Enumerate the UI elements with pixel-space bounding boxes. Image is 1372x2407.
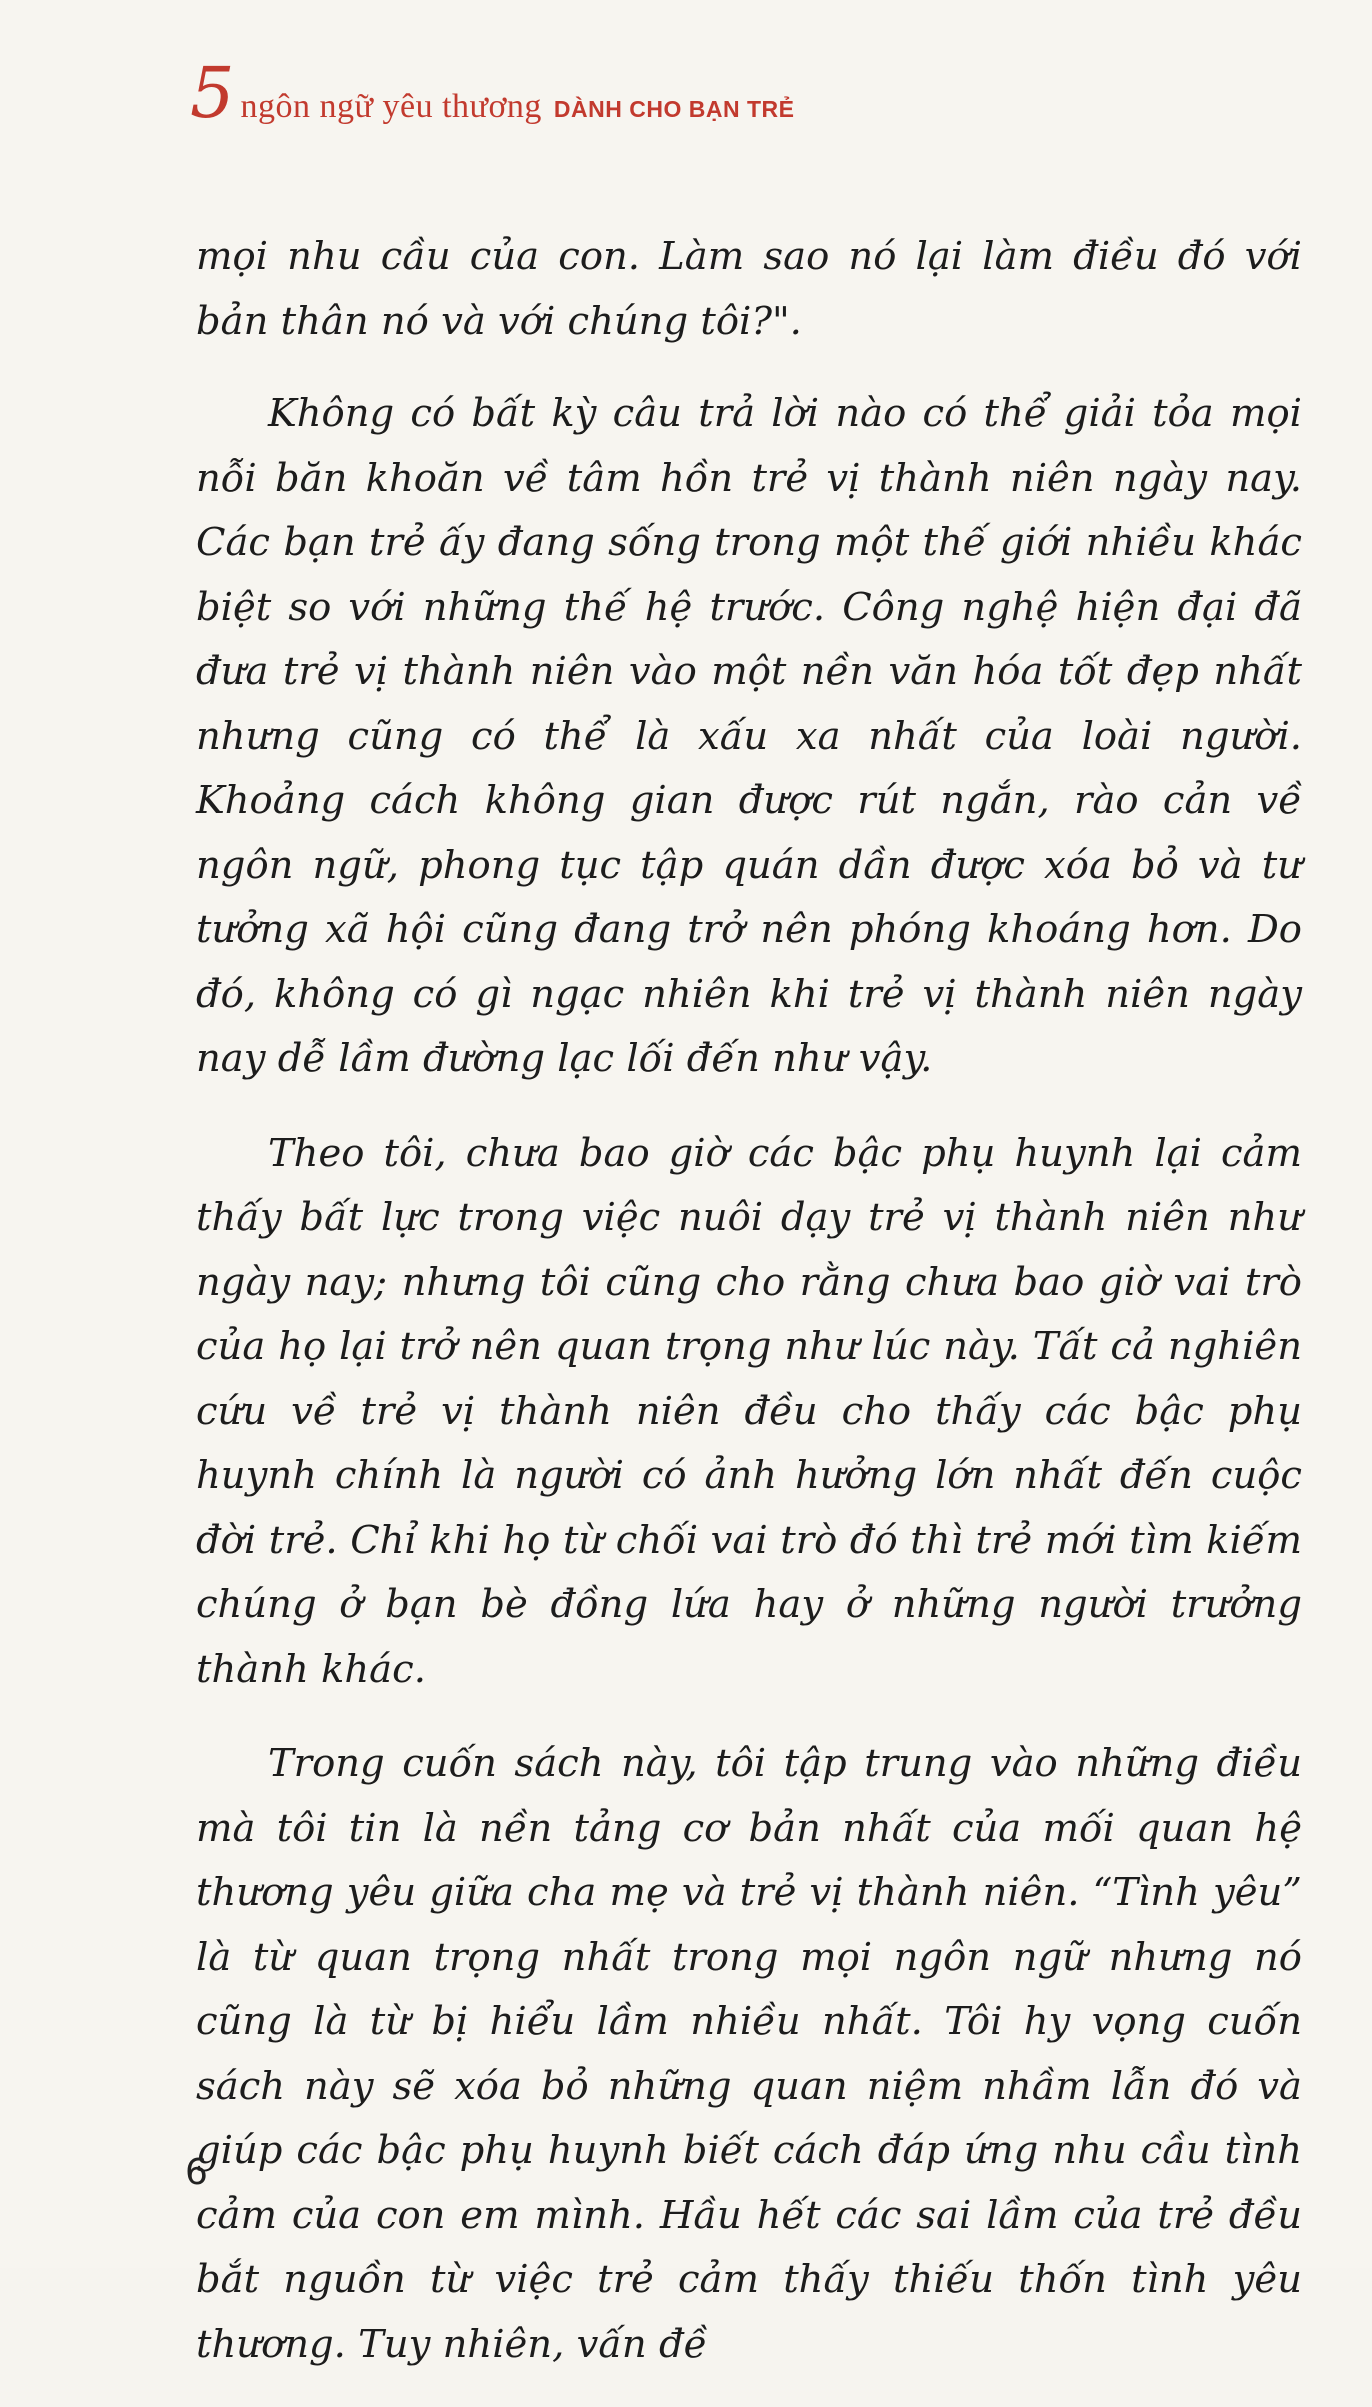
body-text	[196, 225, 1302, 2407]
paragraph-4: Trong cuốn sách này, tôi tập trung vào những điều mà tôi tin là nền tảng cơ bản nhất của mối quan hệ thương yêu giữa cha mẹ và trẻ vị thành niên. “Tình yêu” là từ quan trọng nhất trong mọi ngôn ngữ nhưng nó cũng là từ bị hiểu lầm nhiều nhất. Tôi hy vọng cuốn sách này sẽ xóa bỏ những quan niệm nhầm lẫn đó và giúp các bậc phụ huynh biết cách đáp ứng nhu cầu tình cảm của con em mình. Hầu hết các sai lầm của trẻ đều bắt nguồn từ việc trẻ cảm thấy thiếu thốn tình yêu thương. Tuy nhiên, vấn đề	[196, 1741, 1302, 2367]
running-header	[190, 52, 795, 138]
paragraph-1: mọi nhu cầu của con. Làm sao nó lại làm điều đó với bản thân nó và với chúng tôi?".	[196, 234, 1302, 344]
header-number: 5	[190, 52, 235, 134]
header-title: ngôn ngữ yêu thương	[240, 88, 542, 125]
page-number: 6	[185, 2152, 208, 2193]
paragraph-3: Theo tôi, chưa bao giờ các bậc phụ huynh lại cảm thấy bất lực trong việc nuôi dạy trẻ vị thành niên như ngày nay; nhưng tôi cũng cho rằng chưa bao giờ vai trò của họ lại trở nên quan trọng như lúc này. Tất cả nghiên cứu về trẻ vị thành niên đều cho thấy các bậc phụ huynh chính là người có ảnh hưởng lớn nhất đến cuộc đời trẻ. Chỉ khi họ từ chối vai trò đó thì trẻ mới tìm kiếm chúng ở bạn bè đồng lứa hay ở những người trưởng thành khác.	[196, 1130, 1302, 1692]
header-subtitle: DÀNH CHO BẠN TRẺ	[553, 96, 795, 122]
paragraph-2: Không có bất kỳ câu trả lời nào có thể giải tỏa mọi nỗi băn khoăn về tâm hồn trẻ vị thành niên ngày nay. Các bạn trẻ ấy đang sống trong một thế giới nhiều khác biệt so với những thế hệ trước. Công nghệ hiện đại đã đưa trẻ vị thành niên vào một nền văn hóa tốt đẹp nhất nhưng cũng có thể là xấu xa nhất của loài người. Khoảng cách không gian được rút ngắn, rào cản về ngôn ngữ, phong tục tập quán dần được xóa bỏ và tư tưởng xã hội cũng đang trở nên phóng khoáng hơn. Do đó, không có gì ngạc nhiên khi trẻ vị thành niên ngày nay dễ lầm đường lạc lối đến như vậy.	[196, 391, 1302, 1081]
